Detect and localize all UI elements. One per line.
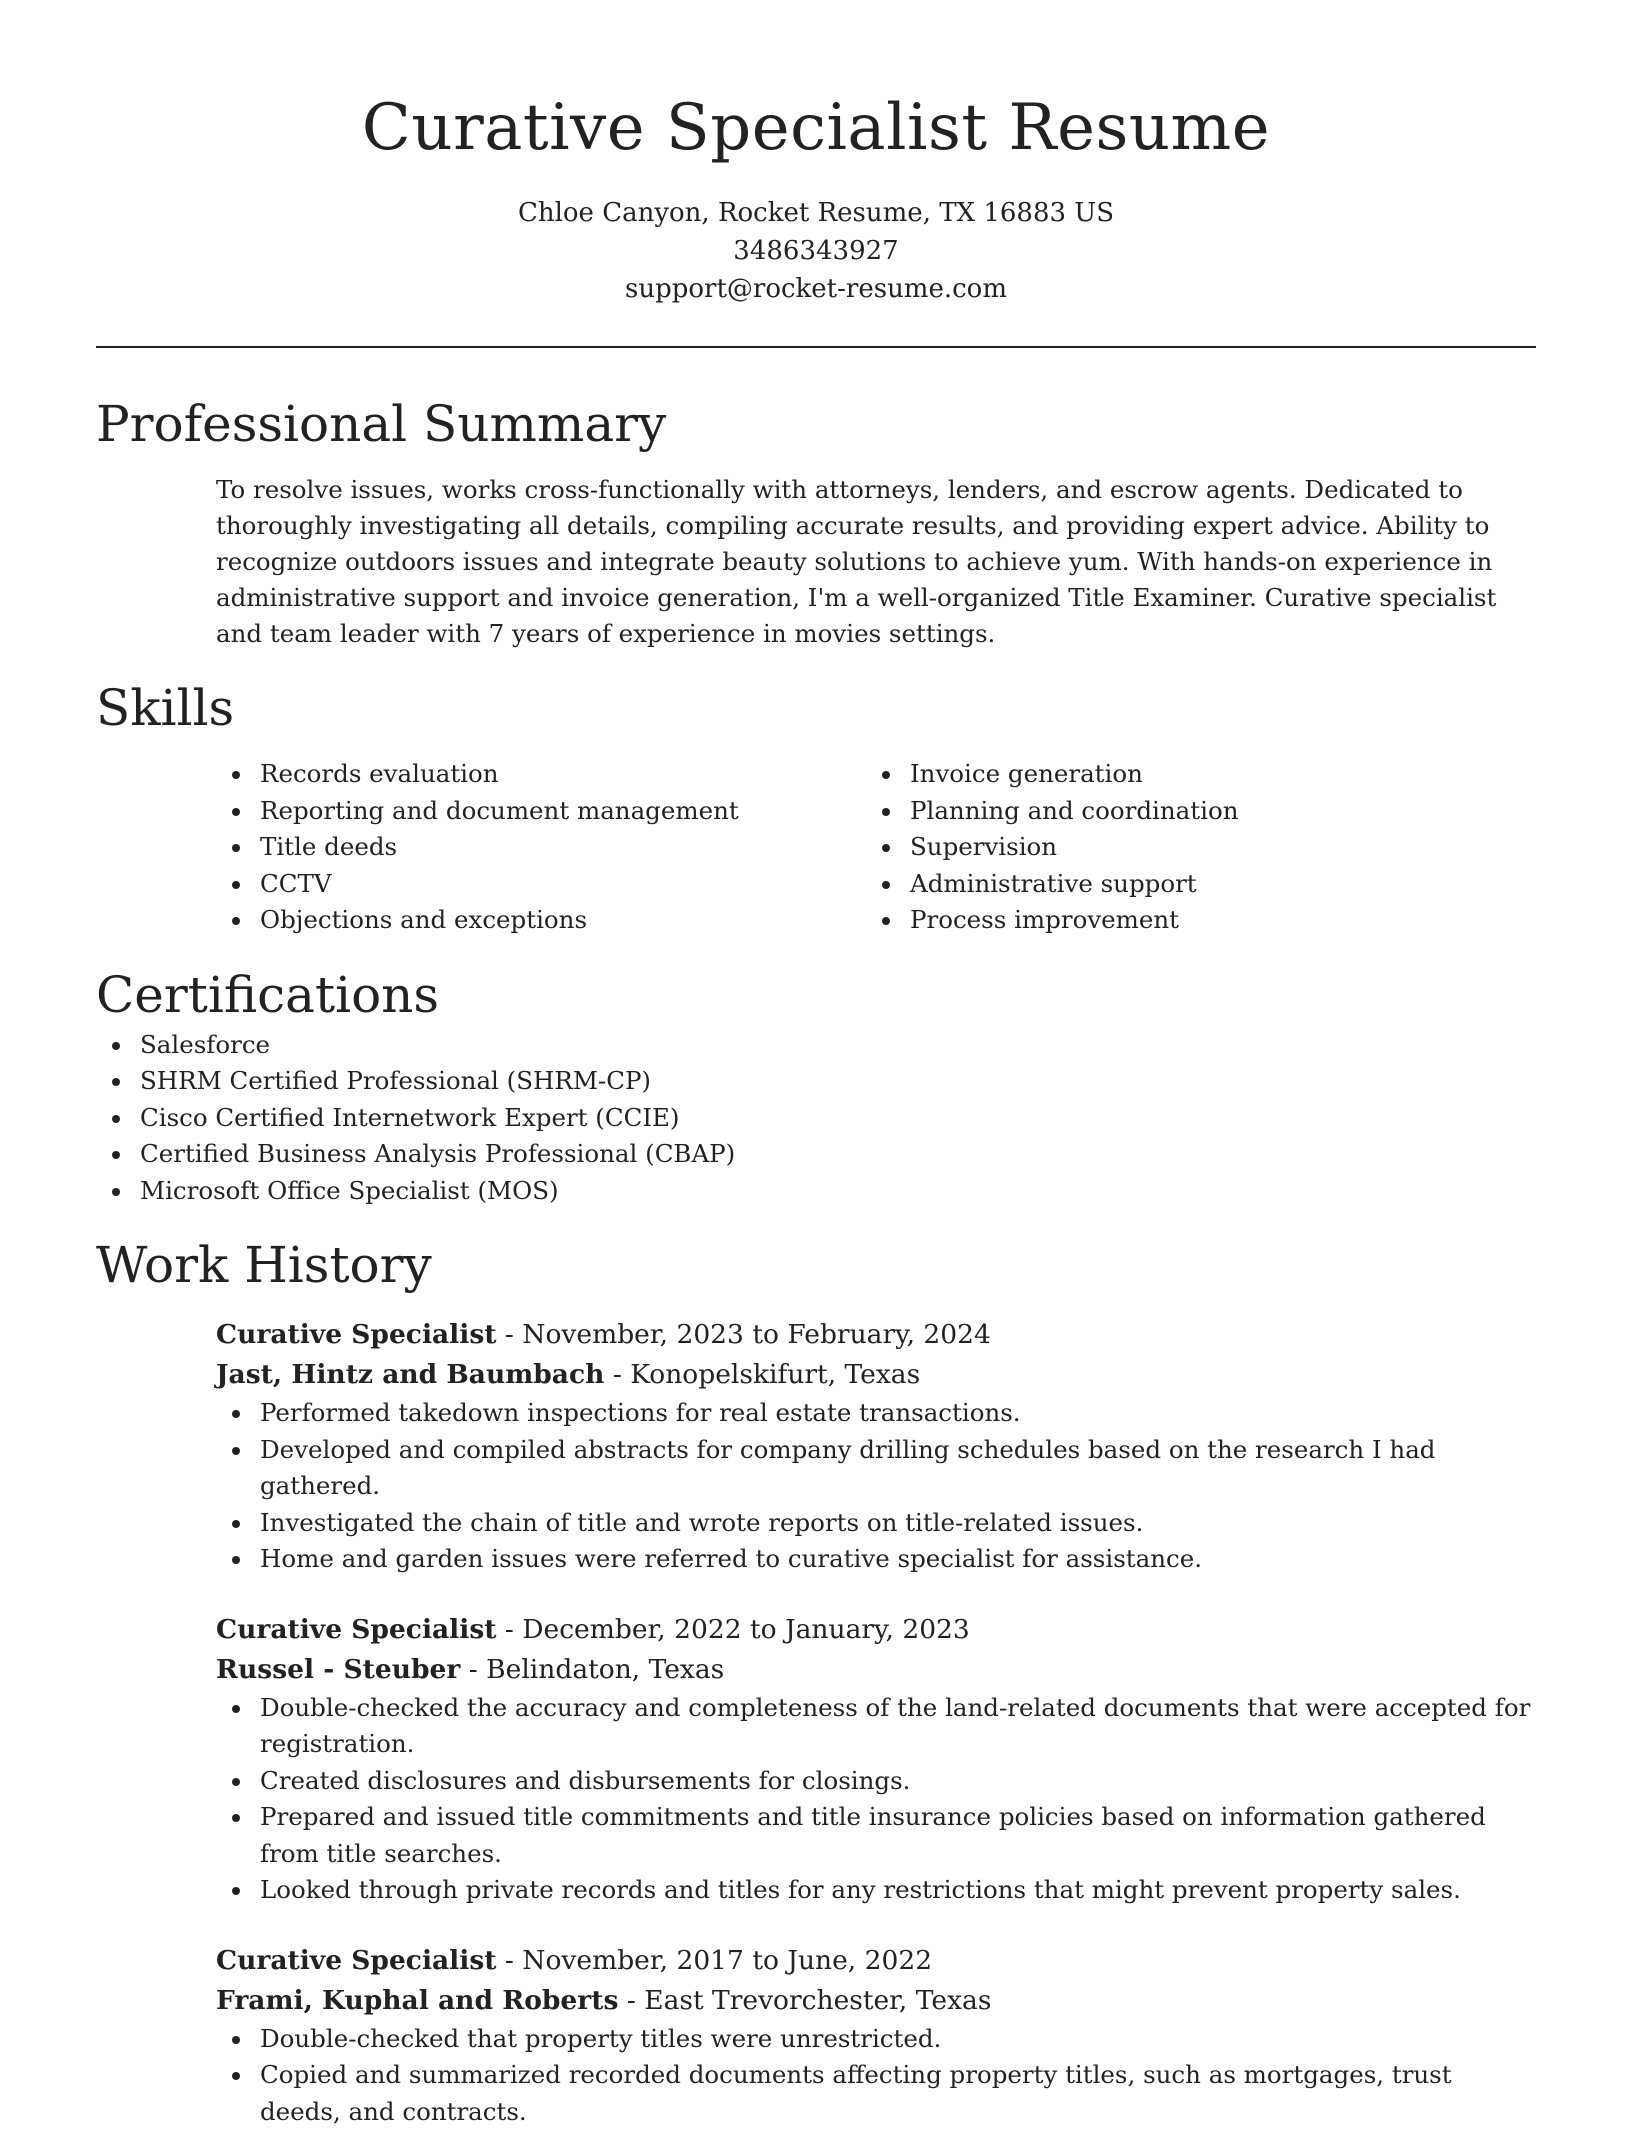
job-role: Curative Specialist: [216, 1614, 496, 1645]
job-duty-item: Double-checked the accuracy and completeness of the land-related documents that were accepted for registration.: [216, 1690, 1536, 1763]
certification-item: Certified Business Analysis Professional (CBAP): [96, 1136, 1536, 1173]
job-title-line: [216, 1315, 1536, 1355]
skills-heading: Skills: [96, 676, 1536, 740]
job-duty-item: Home and garden issues were referred to curative specialist for assistance.: [216, 1541, 1536, 1578]
job-duty-item: Double-checked that property titles were unrestricted.: [216, 2021, 1536, 2058]
job-duty-item: Created disclosures and disbursements for closings.: [216, 1763, 1536, 1800]
job-title-line: [216, 1610, 1536, 1650]
skills-columns: [216, 756, 1536, 939]
job-company: Frami, Kuphal and Roberts: [216, 1985, 618, 2016]
job-duty-item: Performed takedown inspections for real estate transactions.: [216, 1395, 1536, 1432]
skill-item: Invoice generation: [866, 756, 1466, 793]
skill-item: Records evaluation: [216, 756, 866, 793]
skill-item: Administrative support: [866, 866, 1466, 903]
skill-item: Process improvement: [866, 902, 1466, 939]
job-duty-item: Copied and summarized recorded documents affecting property titles, such as mortgages, trust deeds, and contracts.: [216, 2057, 1536, 2130]
job-company: Jast, Hintz and Baumbach: [216, 1359, 604, 1390]
skills-section: [96, 676, 1536, 939]
job-company-line: [216, 1650, 1536, 1690]
contact-block: [96, 194, 1536, 308]
job-title-line: [216, 1941, 1536, 1981]
job-duties-list: [216, 2021, 1536, 2130]
summary-text: To resolve issues, works cross-functionally with attorneys, lenders, and escrow agents. Dedicated to thoroughly investigating all details, compiling accurate results, and providing expert advice. Ability to recognize outdoors issues and integrate beauty solutions to achieve yum. With hands-on experience in administrative support and invoice generation, I'm a well-organized Title Examiner. Curative specialist and team leader with 7 years of experience in movies settings.: [216, 472, 1536, 652]
job-duties-list: [216, 1395, 1536, 1578]
resume-header: [96, 0, 1536, 308]
work-history-heading: Work History: [96, 1233, 1536, 1297]
certifications-heading: Certifications: [96, 963, 1536, 1027]
skill-item: Objections and exceptions: [216, 902, 866, 939]
skill-item: Reporting and document management: [216, 793, 866, 830]
resume-page: [96, 0, 1536, 2130]
document-title: Curative Specialist Resume: [96, 86, 1536, 170]
job-location: - Konopelskifurt, Texas: [604, 1359, 920, 1390]
contact-address: Chloe Canyon, Rocket Resume, TX 16883 US: [96, 194, 1536, 232]
job-entry: [216, 1315, 1536, 1578]
job-company: Russel - Steuber: [216, 1654, 460, 1685]
job-entry: [216, 1610, 1536, 1909]
skill-item: Planning and coordination: [866, 793, 1466, 830]
contact-phone: 3486343927: [96, 232, 1536, 270]
certification-item: SHRM Certified Professional (SHRM-CP): [96, 1063, 1536, 1100]
job-duty-item: Investigated the chain of title and wrote reports on title-related issues.: [216, 1505, 1536, 1542]
job-role: Curative Specialist: [216, 1945, 496, 1976]
job-duty-item: Prepared and issued title commitments and title insurance policies based on information gathered from title searches.: [216, 1799, 1536, 1872]
job-dates: - November, 2023 to February, 2024: [496, 1319, 990, 1350]
job-location: - Belindaton, Texas: [460, 1654, 724, 1685]
job-duty-item: Looked through private records and titles for any restrictions that might prevent property sales.: [216, 1872, 1536, 1909]
skill-item: Supervision: [866, 829, 1466, 866]
work-history-section: [96, 1233, 1536, 2130]
certification-item: Salesforce: [96, 1027, 1536, 1064]
job-dates: - December, 2022 to January, 2023: [496, 1614, 969, 1645]
skills-list-right: [866, 756, 1466, 939]
job-duty-item: Developed and compiled abstracts for company drilling schedules based on the research I had gathered.: [216, 1432, 1536, 1505]
certification-item: Cisco Certified Internetwork Expert (CCIE): [96, 1100, 1536, 1137]
job-company-line: [216, 1355, 1536, 1395]
job-company-line: [216, 1981, 1536, 2021]
job-dates: - November, 2017 to June, 2022: [496, 1945, 932, 1976]
summary-heading: Professional Summary: [96, 392, 1536, 456]
professional-summary-section: [96, 392, 1536, 652]
job-role: Curative Specialist: [216, 1319, 496, 1350]
certification-item: Microsoft Office Specialist (MOS): [96, 1173, 1536, 1210]
contact-email: support@rocket-resume.com: [96, 270, 1536, 308]
header-divider: [96, 346, 1536, 348]
certifications-section: [96, 963, 1536, 1210]
skill-item: CCTV: [216, 866, 866, 903]
skill-item: Title deeds: [216, 829, 866, 866]
job-location: - East Trevorchester, Texas: [618, 1985, 991, 2016]
skills-list-left: [216, 756, 866, 939]
job-duties-list: [216, 1690, 1536, 1909]
certifications-list: [96, 1027, 1536, 1210]
job-entry: [216, 1941, 1536, 2130]
